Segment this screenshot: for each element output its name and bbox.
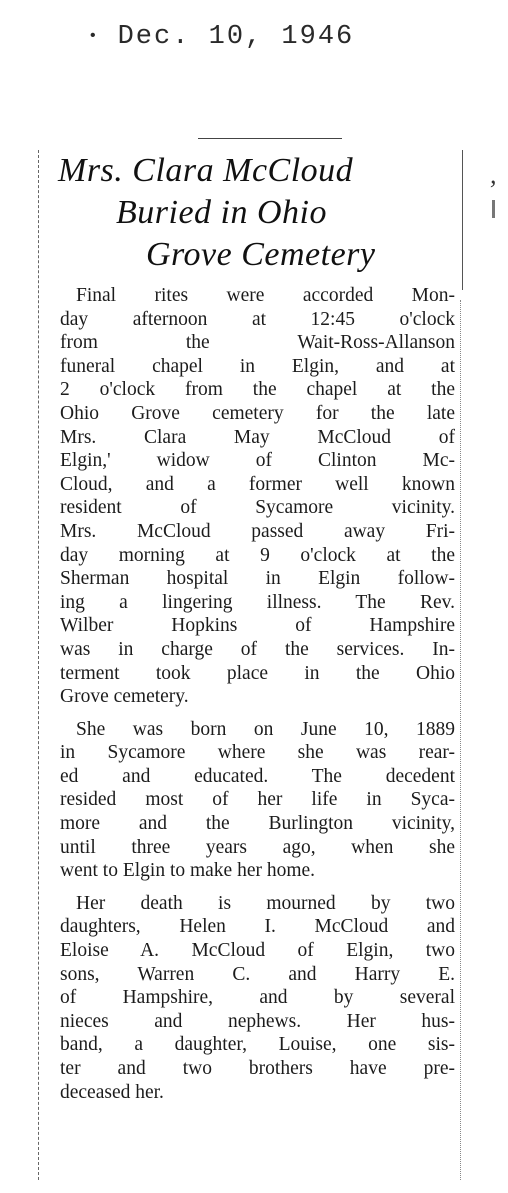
date-text: Dec. 10, 1946 <box>117 22 355 52</box>
bullet-dot: • <box>88 26 100 45</box>
article-line: deceased her. <box>60 1081 164 1103</box>
article-line: was in charge of the services. In- <box>60 638 455 660</box>
article-paragraph <box>60 284 455 709</box>
article-line: nieces and nephews. Her hus- <box>60 1010 455 1032</box>
article-line: Her death is mourned by two <box>76 892 455 914</box>
headline-line-3: Grove Cemetery <box>146 236 376 273</box>
article-line: band, a daughter, Louise, one sis- <box>60 1034 455 1056</box>
article-line: Wilber Hopkins of Hampshire <box>60 615 455 637</box>
article-line: She was born on June 10, 1889 <box>76 718 455 740</box>
article-line: Grove cemetery. <box>60 686 189 708</box>
article-line: Final rites were accorded Mon- <box>76 285 455 306</box>
article-line: Ohio Grove cemetery for the late <box>60 402 455 424</box>
article-line: of Hampshire, and by several <box>60 987 455 1009</box>
article-line: daughters, Helen I. McCloud and <box>60 916 455 938</box>
article-line: terment took place in the Ohio <box>60 662 455 684</box>
article-line: ter and two brothers have pre- <box>60 1058 455 1079</box>
article-body <box>60 284 455 1113</box>
article-paragraph <box>60 718 455 883</box>
headline-line-2: Buried in Ohio <box>116 194 327 231</box>
article-line: went to Elgin to make her home. <box>60 860 316 882</box>
adjacent-column-mark <box>492 200 495 218</box>
article-line: Mrs. Clara May McCloud of <box>60 426 455 448</box>
headline-line-1: Mrs. Clara McCloud <box>58 152 354 189</box>
article-line: in Sycamore where she was rear- <box>60 742 455 764</box>
article-line: resident of Sycamore vicinity. <box>60 497 455 519</box>
article-line: resided most of her life in Syca- <box>60 789 455 811</box>
clipping-right-edge-lower <box>460 300 461 1180</box>
article-line: until three years ago, when she <box>60 836 455 858</box>
article-line: from the Wait-Ross-Allanson <box>60 332 455 354</box>
article-line: ing a lingering illness. The Rev. <box>60 591 455 613</box>
article-line: Elgin,' widow of Clinton Mc- <box>60 450 455 472</box>
article-line: Cloud, and a former well known <box>60 473 455 495</box>
article-line: day morning at 9 o'clock at the <box>60 544 455 566</box>
article-line: ed and educated. The decedent <box>60 765 455 787</box>
article-line: Sherman hospital in Elgin follow- <box>60 568 455 590</box>
adjacent-column-fragment: , <box>490 160 497 189</box>
article-line: Eloise A. McCloud of Elgin, two <box>60 940 455 962</box>
article-line: more and the Burlington vicinity, <box>60 813 455 835</box>
article-line: funeral chapel in Elgin, and at <box>60 355 455 377</box>
article-line: Mrs. McCloud passed away Fri- <box>60 520 455 542</box>
headline-rule <box>198 138 342 139</box>
clipping-date <box>88 22 354 52</box>
article-headline <box>52 150 452 276</box>
clipping-left-edge <box>38 150 39 1180</box>
article-line: day afternoon at 12:45 o'clock <box>60 308 455 330</box>
article-paragraph <box>60 892 455 1104</box>
article-line: sons, Warren C. and Harry E. <box>60 963 455 985</box>
clipping-right-edge <box>462 150 463 290</box>
article-line: 2 o'clock from the chapel at the <box>60 379 455 401</box>
